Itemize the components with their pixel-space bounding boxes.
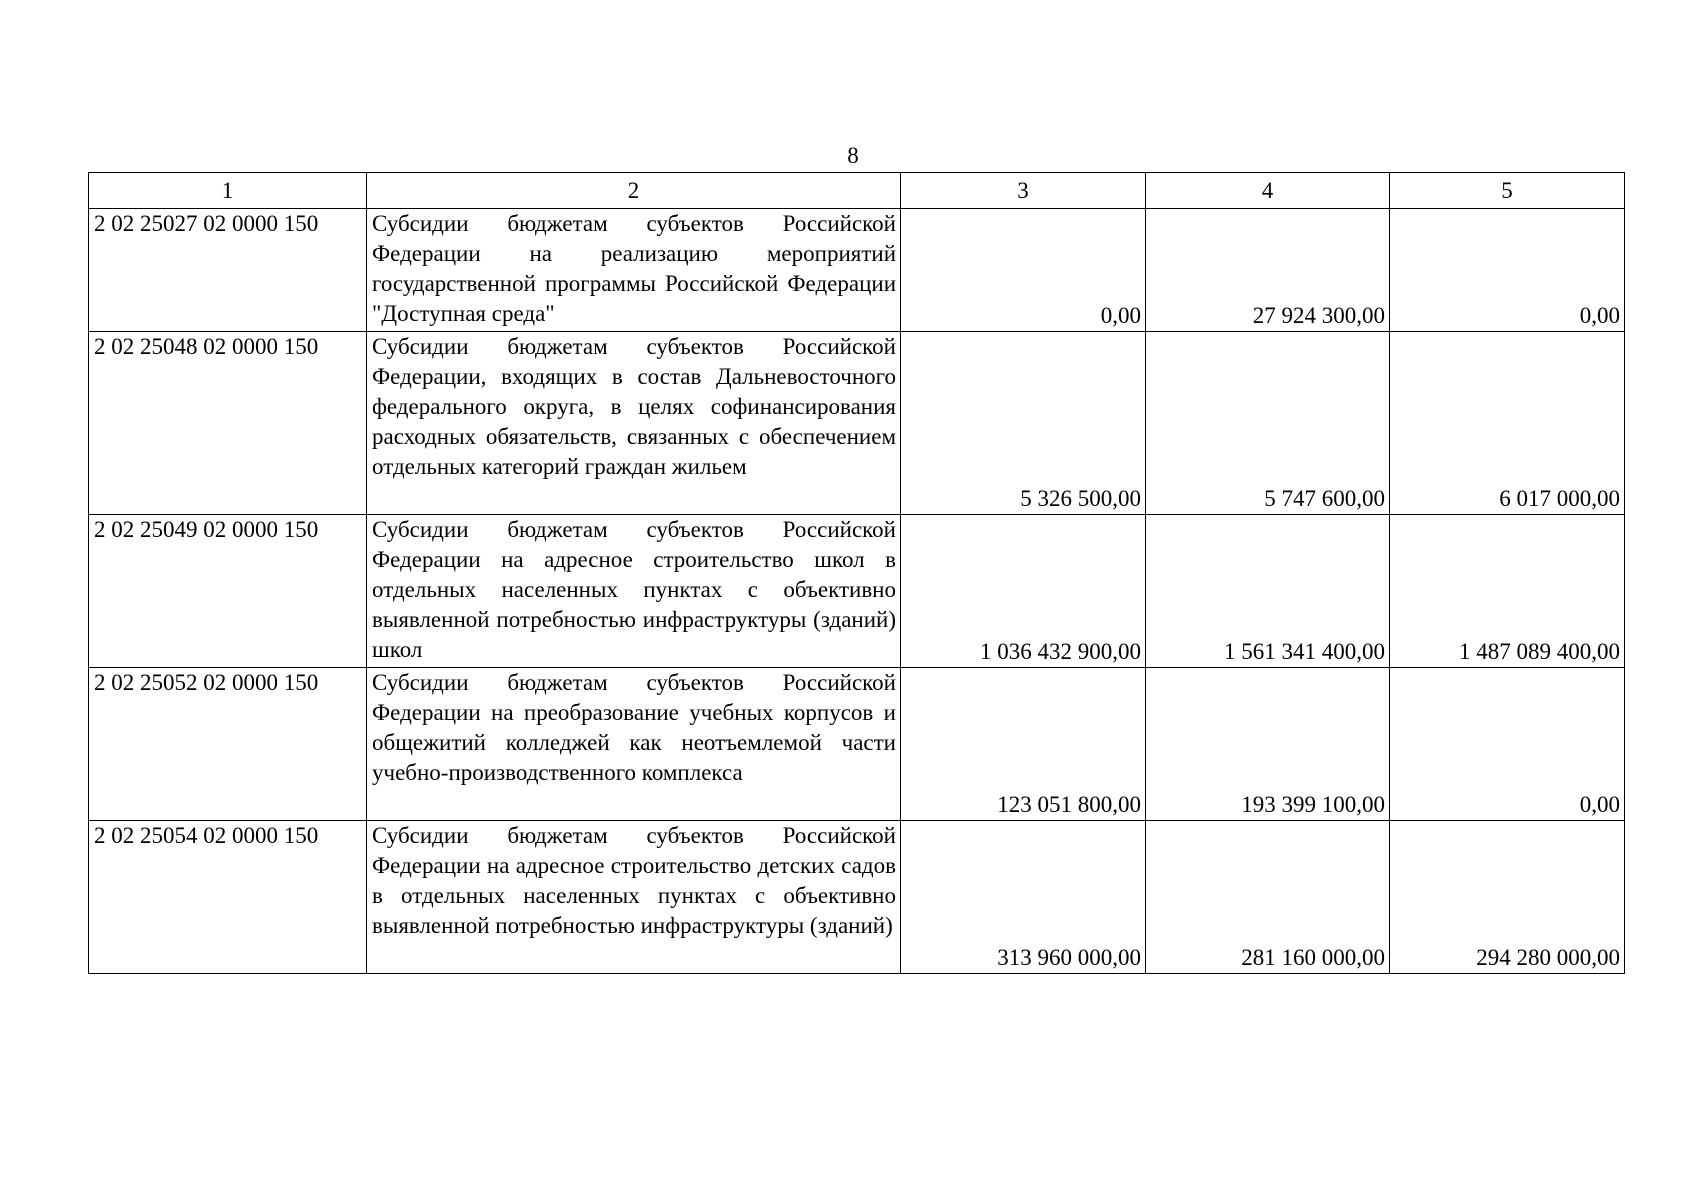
- amount-col5-cell: 294 280 000,00: [1390, 821, 1625, 974]
- page-number: 8: [847, 143, 859, 168]
- description-cell: Субсидии бюджетам субъектов Российской Федерации на адресное строительство детских садов в отдельных населенных пунктах с объективно выявленной потребностью инфраструктуры (зданий): [367, 821, 901, 974]
- amount-col4-cell: 281 160 000,00: [1146, 821, 1390, 974]
- budget-table: [88, 172, 1625, 974]
- description-cell: Субсидии бюджетам субъектов Российской Федерации на адресное строительство школ в отдельных населенных пунктах с объективно выявленной потребностью инфраструктуры (зданий) школ: [367, 515, 901, 668]
- amount-col4-cell: 193 399 100,00: [1146, 668, 1390, 821]
- description-cell: Субсидии бюджетам субъектов Российской Федерации на реализацию мероприятий государственной программы Российской Федерации "Доступная среда": [367, 209, 901, 332]
- amount-col5-cell: 6 017 000,00: [1390, 332, 1625, 515]
- description-cell: Субсидии бюджетам субъектов Российской Федерации на преобразование учебных корпусов и общежитий колледжей как неотъемлемой части учебно-производственного комплекса: [367, 668, 901, 821]
- amount-col3-cell: 1 036 432 900,00: [901, 515, 1146, 668]
- column-header-3: 3: [901, 173, 1146, 209]
- budget-code-cell: 2 02 25049 02 0000 150: [89, 515, 367, 668]
- amount-col4-cell: 27 924 300,00: [1146, 209, 1390, 332]
- column-header-1: 1: [89, 173, 367, 209]
- amount-col3-cell: 313 960 000,00: [901, 821, 1146, 974]
- table-row: [89, 821, 1625, 974]
- table-row: [89, 332, 1625, 515]
- amount-col3-cell: 0,00: [901, 209, 1146, 332]
- budget-code-cell: 2 02 25052 02 0000 150: [89, 668, 367, 821]
- amount-col4-cell: 1 561 341 400,00: [1146, 515, 1390, 668]
- amount-col5-cell: 0,00: [1390, 209, 1625, 332]
- budget-code-cell: 2 02 25027 02 0000 150: [89, 209, 367, 332]
- table-row: [89, 668, 1625, 821]
- column-header-5: 5: [1390, 173, 1625, 209]
- column-number-header-row: [89, 173, 1625, 209]
- table-row: [89, 209, 1625, 332]
- amount-col5-cell: 1 487 089 400,00: [1390, 515, 1625, 668]
- budget-code-cell: 2 02 25048 02 0000 150: [89, 332, 367, 515]
- table-row: [89, 515, 1625, 668]
- budget-code-cell: 2 02 25054 02 0000 150: [89, 821, 367, 974]
- amount-col3-cell: 5 326 500,00: [901, 332, 1146, 515]
- column-header-2: 2: [367, 173, 901, 209]
- amount-col5-cell: 0,00: [1390, 668, 1625, 821]
- description-cell: Субсидии бюджетам субъектов Российской Федерации, входящих в состав Дальневосточного федерального округа, в целях софинансирования расходных обязательств, связанных с обеспечением отдельных категорий граждан жильем: [367, 332, 901, 515]
- amount-col3-cell: 123 051 800,00: [901, 668, 1146, 821]
- column-header-4: 4: [1146, 173, 1390, 209]
- amount-col4-cell: 5 747 600,00: [1146, 332, 1390, 515]
